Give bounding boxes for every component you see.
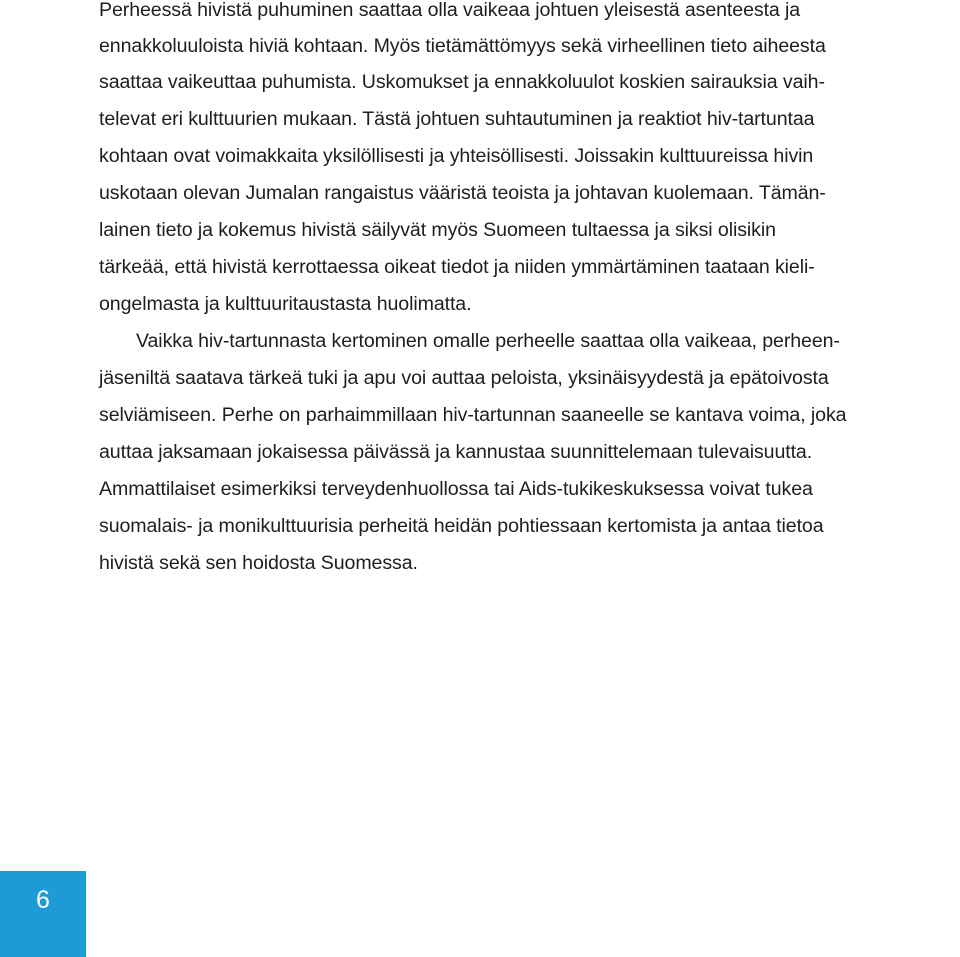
text-line: saattaa vaikeuttaa puhumista. Uskomukset ja ennakkoluulot koskien sairauksia vaih- <box>99 71 825 93</box>
page-number: 6 <box>36 886 50 914</box>
text-line: jäseniltä saatava tärkeä tuki ja apu voi auttaa peloista, yksinäisyydestä ja epätoivosta <box>99 367 829 389</box>
text-line: tärkeää, että hivistä kerrottaessa oikeat tiedot ja niiden ymmärtäminen taataan kieli- <box>99 256 815 278</box>
text-line: uskotaan olevan Jumalan rangaistus vääristä teoista ja johtavan kuolemaan. Tämän- <box>99 182 826 204</box>
text-line: Perheessä hivistä puhuminen saattaa olla vaikeaa johtuen yleisestä asenteesta ja <box>99 0 801 21</box>
text-line: lainen tieto ja kokemus hivistä säilyvät myös Suomeen tultaessa ja siksi olisikin <box>99 219 776 241</box>
text-line: ongelmasta ja kulttuuritaustasta huolimatta. <box>99 293 472 315</box>
text-line-indented: Vaikka hiv-tartunnasta kertominen omalle perheelle saattaa olla vaikeaa, perheen- <box>136 330 840 352</box>
text-line: Ammattilaiset esimerkiksi terveydenhuollossa tai Aids-tukikeskuksessa voivat tukea <box>99 478 813 500</box>
text-line: ennakkoluuloista hiviä kohtaan. Myös tietämättömyys sekä virheellinen tieto aiheesta <box>99 35 826 57</box>
text-line: televat eri kulttuurien mukaan. Tästä johtuen suhtautuminen ja reaktiot hiv-tartuntaa <box>99 108 815 130</box>
text-line: auttaa jaksamaan jokaisessa päivässä ja kannustaa suunnittelemaan tulevaisuutta. <box>99 441 813 463</box>
page-number-tab <box>0 871 86 957</box>
text-line: suomalais- ja monikulttuurisia perheitä heidän pohtiessaan kertomista ja antaa tietoa <box>99 515 824 537</box>
text-line: kohtaan ovat voimakkaita yksilöllisesti ja yhteisöllisesti. Joissakin kulttuureissa hivin <box>99 145 814 167</box>
text-line: hivistä sekä sen hoidosta Suomessa. <box>99 552 418 574</box>
text-line: selviämiseen. Perhe on parhaimmillaan hiv-tartunnan saaneelle se kantava voima, joka <box>99 404 847 426</box>
